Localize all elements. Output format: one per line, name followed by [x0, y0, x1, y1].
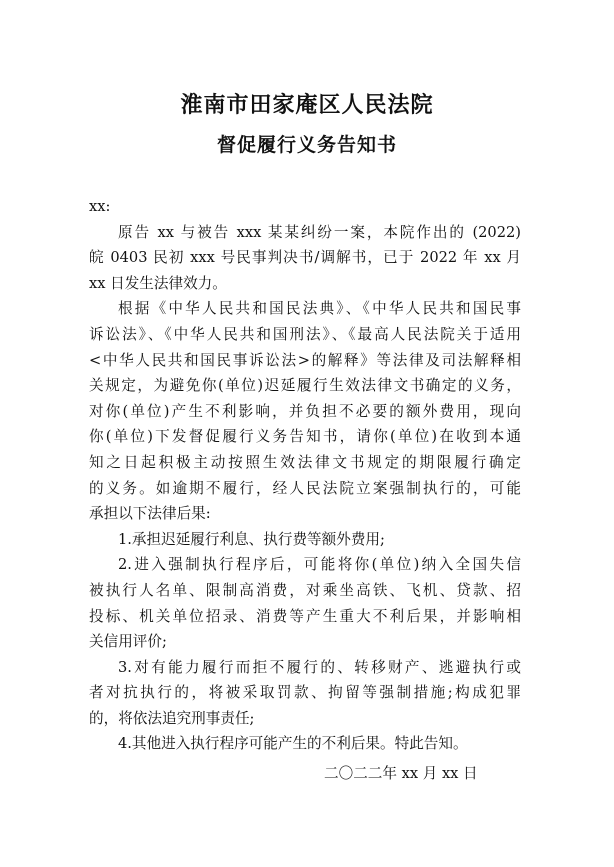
paragraph-line: 投标、机关单位招录、消费等产生重大不利后果，并影响相 [89, 607, 521, 625]
list-item-3: 3.对有能力履行而拒不履行的、转移财产、逃避执行或 [118, 658, 521, 676]
paragraph-line: 者对抗执行的，将被采取罚款、拘留等强制措施;构成犯罪 [89, 684, 521, 702]
paragraph-line: 知之日起积极主动按照生效法律文书规定的期限履行确定 [89, 453, 521, 471]
list-item-4: 4.其他进入执行程序可能产生的不利后果。特此告知。 [118, 735, 468, 753]
paragraph-line: 皖 0403 民初 xxx 号民事判决书/调解书，已于 2022 年 xx 月 [89, 249, 521, 267]
paragraph-line: 的，将依法追究刑事责任; [89, 709, 255, 727]
document-body [89, 194, 521, 757]
paragraph-line: <中华人民共和国民事诉讼法>的解释》等法律及司法解释相 [89, 351, 521, 369]
paragraph-line: 原告 xx 与被告 xxx 某某纠纷一案，本院作出的 (2022) [118, 223, 521, 241]
paragraph-line: 根据《中华人民共和国民法典》、《中华人民共和国民事 [118, 300, 521, 318]
paragraph-line: 诉讼法》、《中华人民共和国刑法》、《最高人民法院关于适用 [89, 325, 521, 343]
paragraph-line: 承担以下法律后果: [89, 505, 211, 523]
list-item-2: 2.进入强制执行程序后，可能将你(单位)纳入全国失信 [118, 556, 521, 574]
court-name: 淮南市田家庵区人民法院 [180, 92, 434, 118]
list-item-1: 1.承担迟延履行利息、执行费等额外费用; [118, 530, 385, 548]
paragraph-line: 对你(单位)产生不利影响，并负担不必要的额外费用，现向 [89, 402, 521, 420]
paragraph-line: 关信用评价; [89, 633, 167, 651]
issue-date: 二〇二二年 xx 月 xx 日 [324, 765, 478, 782]
paragraph-line: 关规定，为避免你(单位)迟延履行生效法律文书确定的义务， [89, 377, 521, 395]
paragraph-line: 你(单位)下发督促履行义务告知书，请你(单位)在收到本通 [89, 428, 521, 446]
paragraph-line: xx 日发生法律效力。 [89, 274, 227, 292]
salutation: xx: [89, 198, 111, 215]
paragraph-line: 被执行人名单、限制高消费，对乘坐高铁、飞机、贷款、招 [89, 581, 521, 599]
document-title: 督促履行义务告知书 [216, 134, 397, 156]
paragraph-line: 的义务。如逾期不履行，经人民法院立案强制执行的，可能 [89, 479, 521, 497]
